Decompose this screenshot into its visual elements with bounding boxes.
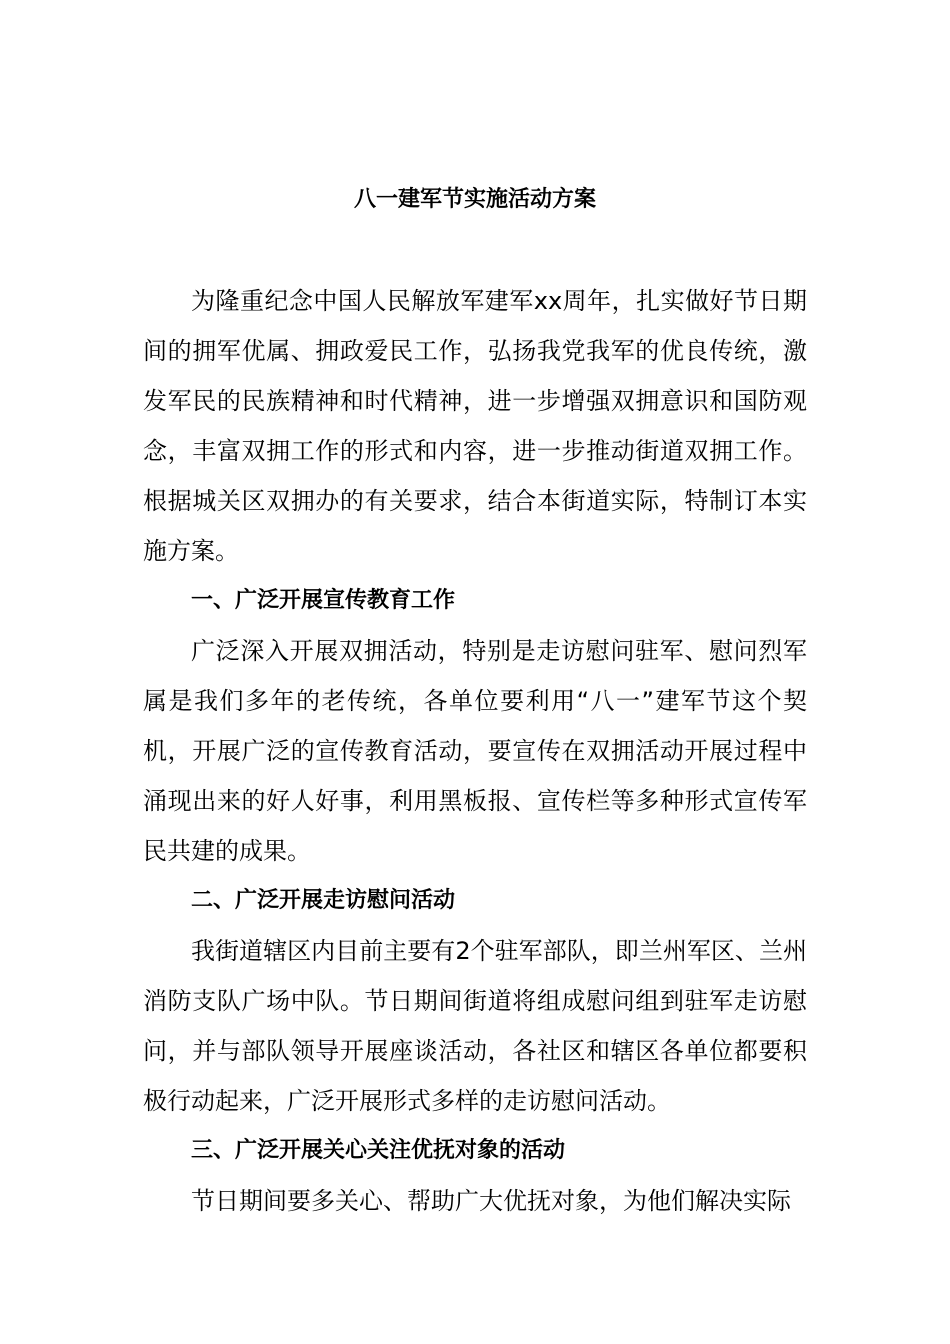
section-1-heading: 一、广泛开展宣传教育工作 xyxy=(191,588,456,613)
section-2-heading: 二、广泛开展走访慰问活动 xyxy=(191,888,456,913)
section-3-body: 节日期间要多关心、帮助广大优抚对象，为他们解决实际 xyxy=(191,1187,791,1215)
document-body xyxy=(143,276,807,1226)
section-3-heading: 三、广泛开展关心关注优抚对象的活动 xyxy=(191,1138,566,1163)
intro-paragraph: 为隆重纪念中国人民解放军建军xx周年，扎实做好节日期间的拥军优属、拥政爱民工作，弘扬我党我军的优良传统，激发军民的民族精神和时代精神，进一步增强双拥意识和国防观念，丰富双拥工作的形式和内容，进一步推动街道双拥工作。根据城关区双拥办的有关要求，结合本街道实际，特制订本实施方案。 xyxy=(143,287,807,565)
section-1-body: 广泛深入开展双拥活动，特别是走访慰问驻军、慰问烈军属是我们多年的老传统，各单位要利用“八一”建军节这个契机，开展广泛的宣传教育活动，要宣传在双拥活动开展过程中涌现出来的好人好事，利用黑板报、宣传栏等多种形式宣传军民共建的成果。 xyxy=(143,637,807,865)
section-2-body: 我街道辖区内目前主要有2个驻军部队，即兰州军区、兰州消防支队广场中队。节日期间街道将组成慰问组到驻军走访慰问，并与部队领导开展座谈活动，各社区和辖区各单位都要积极行动起来，广泛开展形式多样的走访慰问活动。 xyxy=(143,937,807,1115)
document-title: 八一建军节实施活动方案 xyxy=(353,187,596,212)
